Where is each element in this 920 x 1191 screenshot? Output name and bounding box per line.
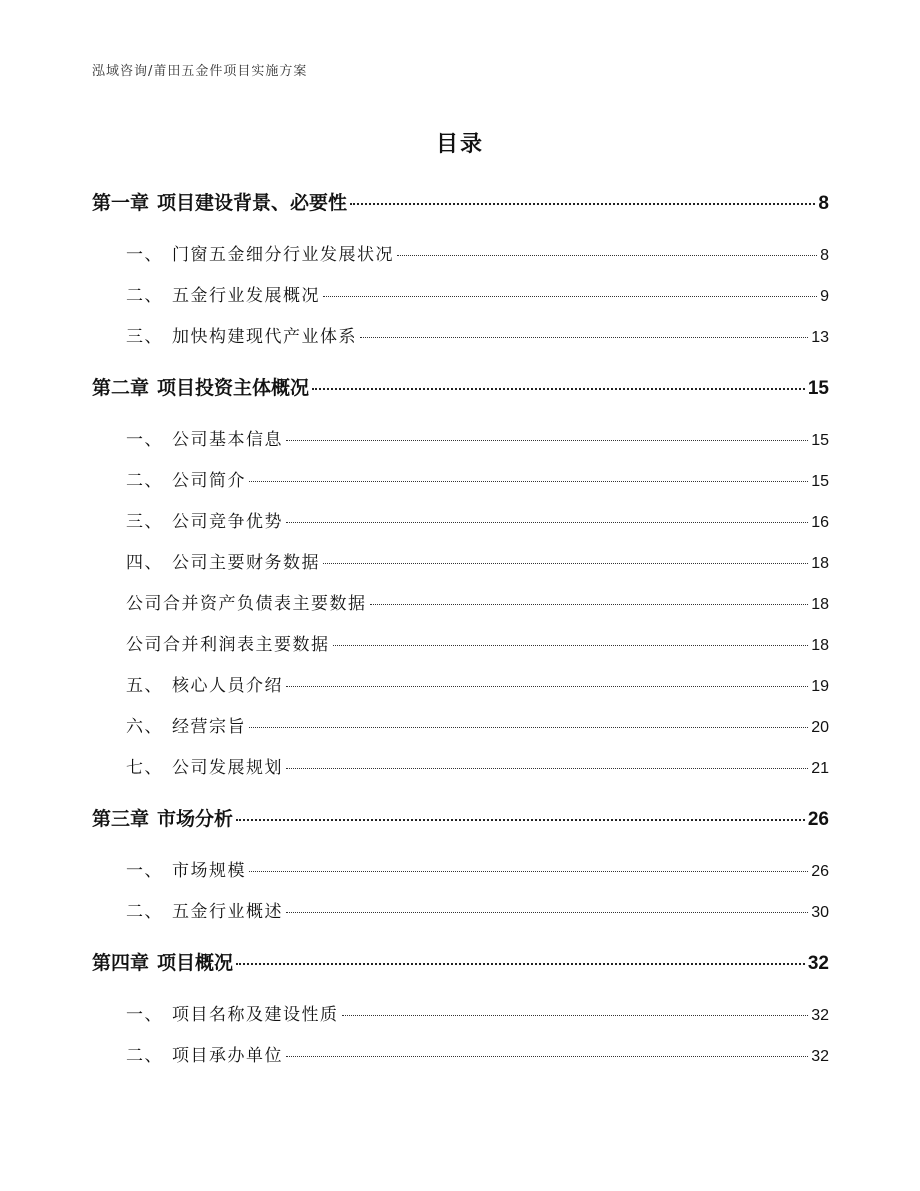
toc-entry-label: 五金行业发展概况: [172, 286, 320, 306]
toc-dot-leader: [323, 296, 817, 297]
toc-chapter-entry[interactable]: [92, 373, 829, 400]
toc-section-entry[interactable]: [126, 753, 829, 778]
toc-dot-leader: [286, 1056, 808, 1057]
toc-dot-leader: [286, 440, 808, 441]
toc-entry-label: 公司简介: [172, 471, 246, 491]
toc-entry-number: 一、: [126, 245, 163, 265]
toc-entry-label: 公司发展规划: [172, 758, 283, 778]
toc-entry-number: 第四章: [92, 952, 150, 974]
toc-dot-leader: [249, 727, 808, 728]
toc-entry-number: 第二章: [92, 377, 150, 399]
toc-section-entry[interactable]: [126, 548, 829, 573]
toc-page-number: 26: [811, 863, 829, 880]
toc-section-entry[interactable]: [126, 856, 829, 881]
toc-section-entry[interactable]: [126, 712, 829, 737]
toc-entry-number: 三、: [126, 512, 163, 532]
toc-dot-leader: [249, 481, 808, 482]
toc-section-entry[interactable]: [126, 425, 829, 450]
toc-entry-label: 公司合并资产负债表主要数据: [126, 594, 367, 614]
toc-dot-leader: [323, 563, 808, 564]
toc-dot-leader: [312, 388, 805, 390]
toc-page-number: 20: [811, 719, 829, 736]
toc-entry-label: 市场规模: [172, 861, 246, 881]
toc-entry-number: 二、: [126, 1046, 163, 1066]
toc-entry-number: 第三章: [92, 808, 150, 830]
toc-entry-label: 加快构建现代产业体系: [172, 327, 357, 347]
toc-entry-label: 核心人员介绍: [172, 676, 283, 696]
toc-section-entry[interactable]: [126, 322, 829, 347]
toc-entry-label: 门窗五金细分行业发展状况: [172, 245, 394, 265]
toc-page-number: 30: [811, 904, 829, 921]
toc-entry-label: 公司合并利润表主要数据: [126, 635, 330, 655]
toc-page-number: 18: [811, 596, 829, 613]
toc-entry-number: 一、: [126, 1005, 163, 1025]
toc-section-entry[interactable]: [126, 1041, 829, 1066]
toc-entry-number: 二、: [126, 471, 163, 491]
toc-dot-leader: [249, 871, 808, 872]
toc-dot-leader: [286, 522, 808, 523]
toc-page-number: 8: [818, 193, 829, 214]
toc-chapter-entry[interactable]: [92, 804, 829, 831]
toc-page-number: 15: [807, 378, 829, 399]
toc-dot-leader: [286, 768, 808, 769]
toc-entry-number: 五、: [126, 676, 163, 696]
toc-section-entry[interactable]: [126, 630, 829, 655]
toc-entry-label: 项目概况: [157, 952, 234, 974]
toc-page-number: 19: [811, 678, 829, 695]
toc-chapter-entry[interactable]: [92, 188, 829, 215]
toc-entry-number: 第一章: [92, 192, 150, 214]
toc-entry-number: 二、: [126, 286, 163, 306]
toc-section-entry[interactable]: [126, 671, 829, 696]
toc-title: 目录: [435, 132, 484, 157]
toc-page-number: 26: [807, 809, 829, 830]
toc-page-number: 32: [807, 953, 829, 974]
toc-page-number: 32: [811, 1007, 829, 1024]
toc-page-number: 21: [811, 760, 829, 777]
toc-section-entry[interactable]: [126, 240, 829, 265]
toc-section-entry[interactable]: [126, 281, 829, 306]
toc-dot-leader: [286, 686, 808, 687]
toc-entry-label: 市场分析: [157, 808, 234, 830]
toc-section-entry[interactable]: [126, 897, 829, 922]
toc-dot-leader: [342, 1015, 809, 1016]
toc-entry-label: 项目建设背景、必要性: [157, 192, 348, 214]
toc-page-number: 16: [811, 514, 829, 531]
toc-entry-number: 四、: [126, 553, 163, 573]
toc-dot-leader: [350, 203, 815, 205]
toc-page-number: 8: [820, 247, 829, 264]
toc-chapter-entry[interactable]: [92, 948, 829, 975]
toc-dot-leader: [360, 337, 808, 338]
toc-entry-label: 公司竞争优势: [172, 512, 283, 532]
toc-dot-leader: [397, 255, 817, 256]
toc-entry-number: 七、: [126, 758, 163, 778]
toc-entry-label: 公司主要财务数据: [172, 553, 320, 573]
toc-section-entry[interactable]: [126, 1000, 829, 1025]
running-header: 泓域咨询/莆田五金件项目实施方案: [92, 64, 308, 79]
toc-section-entry[interactable]: [126, 466, 829, 491]
toc-page-number: 18: [811, 555, 829, 572]
toc-entry-label: 五金行业概述: [172, 902, 283, 922]
toc-section-entry[interactable]: [126, 589, 829, 614]
toc-entry-number: 一、: [126, 861, 163, 881]
toc-page-number: 15: [811, 432, 829, 449]
toc-entry-number: 二、: [126, 902, 163, 922]
toc-section-entry[interactable]: [126, 507, 829, 532]
toc-entry-number: 六、: [126, 717, 163, 737]
toc-dot-leader: [333, 645, 809, 646]
toc-page-number: 15: [811, 473, 829, 490]
toc-page-number: 9: [820, 288, 829, 305]
toc-entry-label: 项目名称及建设性质: [172, 1005, 339, 1025]
toc-entry-label: 经营宗旨: [172, 717, 246, 737]
toc-dot-leader: [370, 604, 809, 605]
toc-entry-label: 公司基本信息: [172, 430, 283, 450]
toc-page-number: 18: [811, 637, 829, 654]
toc-page-number: 13: [811, 329, 829, 346]
toc-dot-leader: [236, 963, 805, 965]
toc-dot-leader: [286, 912, 808, 913]
toc-entry-label: 项目投资主体概况: [157, 377, 310, 399]
toc-entry-number: 一、: [126, 430, 163, 450]
toc-page-number: 32: [811, 1048, 829, 1065]
toc-entry-number: 三、: [126, 327, 163, 347]
toc-entry-label: 项目承办单位: [172, 1046, 283, 1066]
toc-dot-leader: [236, 819, 805, 821]
